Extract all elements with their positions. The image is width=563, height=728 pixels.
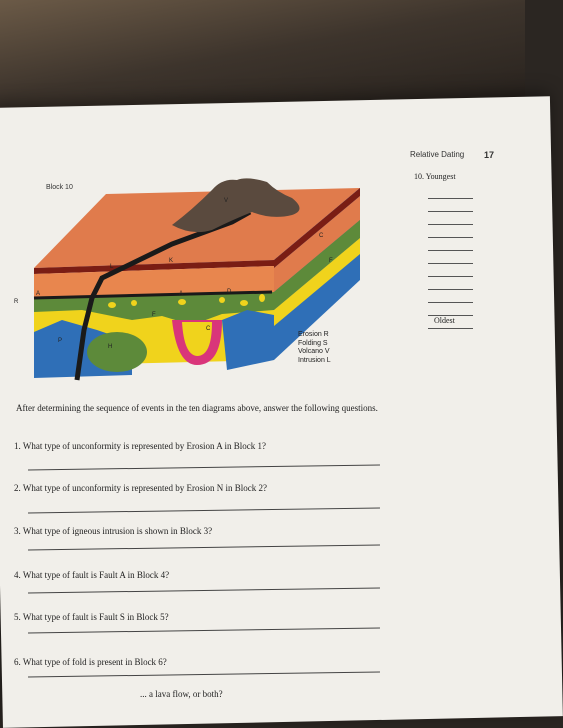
letter-d: D <box>227 289 232 295</box>
sequence-blank[interactable] <box>428 290 473 303</box>
legend-volcano: Volcano V <box>298 348 330 355</box>
letter-c2: C <box>319 233 324 239</box>
sequence-blank[interactable] <box>428 238 473 251</box>
oldest-label: Oldest <box>434 316 455 325</box>
sequence-blank[interactable] <box>428 277 473 290</box>
question-6: 6. What type of fold is present in Block 6? <box>14 657 167 667</box>
question-2: 2. What type of unconformity is represented by Erosion N in Block 2? <box>14 483 268 493</box>
letter-f1: F <box>152 312 156 318</box>
legend-folding: Folding S <box>298 339 328 347</box>
sequence-blank[interactable] <box>428 264 473 277</box>
letter-a1: A <box>36 291 41 297</box>
letter-k: K <box>169 258 174 264</box>
legend-erosion: Erosion R <box>298 331 329 338</box>
sequence-blanks <box>428 186 473 329</box>
question-4: 4. What type of fault is Fault A in Block 4? <box>14 570 170 580</box>
sequence-blank[interactable] <box>428 212 473 225</box>
letter-a2: A <box>179 291 184 297</box>
question-3: 3. What type of igneous intrusion is shown in Block 3? <box>14 526 213 536</box>
diagram-legend <box>298 331 331 365</box>
sequence-blank[interactable] <box>428 225 473 238</box>
letter-h: H <box>108 344 113 350</box>
letter-r: R <box>14 299 19 305</box>
letter-v: V <box>224 198 229 204</box>
legend-intrusion: Intrusion L <box>298 356 331 364</box>
youngest-label: 10. Youngest <box>414 172 456 181</box>
cut-off-question: ... a lava flow, or both? <box>140 689 223 699</box>
question-5: 5. What type of fault is Fault S in Block 5? <box>14 612 169 622</box>
page-header-title: Relative Dating <box>410 150 465 159</box>
instructions-text: After determining the sequence of events in the ten diagrams above, answer the following questions. <box>16 403 378 413</box>
pluton-h <box>87 332 147 372</box>
letter-p: P <box>58 338 63 344</box>
letter-f2: F <box>329 258 333 264</box>
letter-l: L <box>110 264 114 270</box>
block-label: Block 10 <box>46 184 73 191</box>
page-number: 17 <box>484 150 495 160</box>
question-1: 1. What type of unconformity is represented by Erosion A in Block 1? <box>14 441 267 451</box>
sequence-blank[interactable] <box>428 186 473 199</box>
sequence-blank[interactable] <box>428 251 473 264</box>
sequence-blank[interactable] <box>428 199 473 212</box>
letter-c1: C <box>206 326 211 332</box>
front-face-blue-right <box>222 310 274 370</box>
sequence-blank[interactable] <box>428 303 473 316</box>
